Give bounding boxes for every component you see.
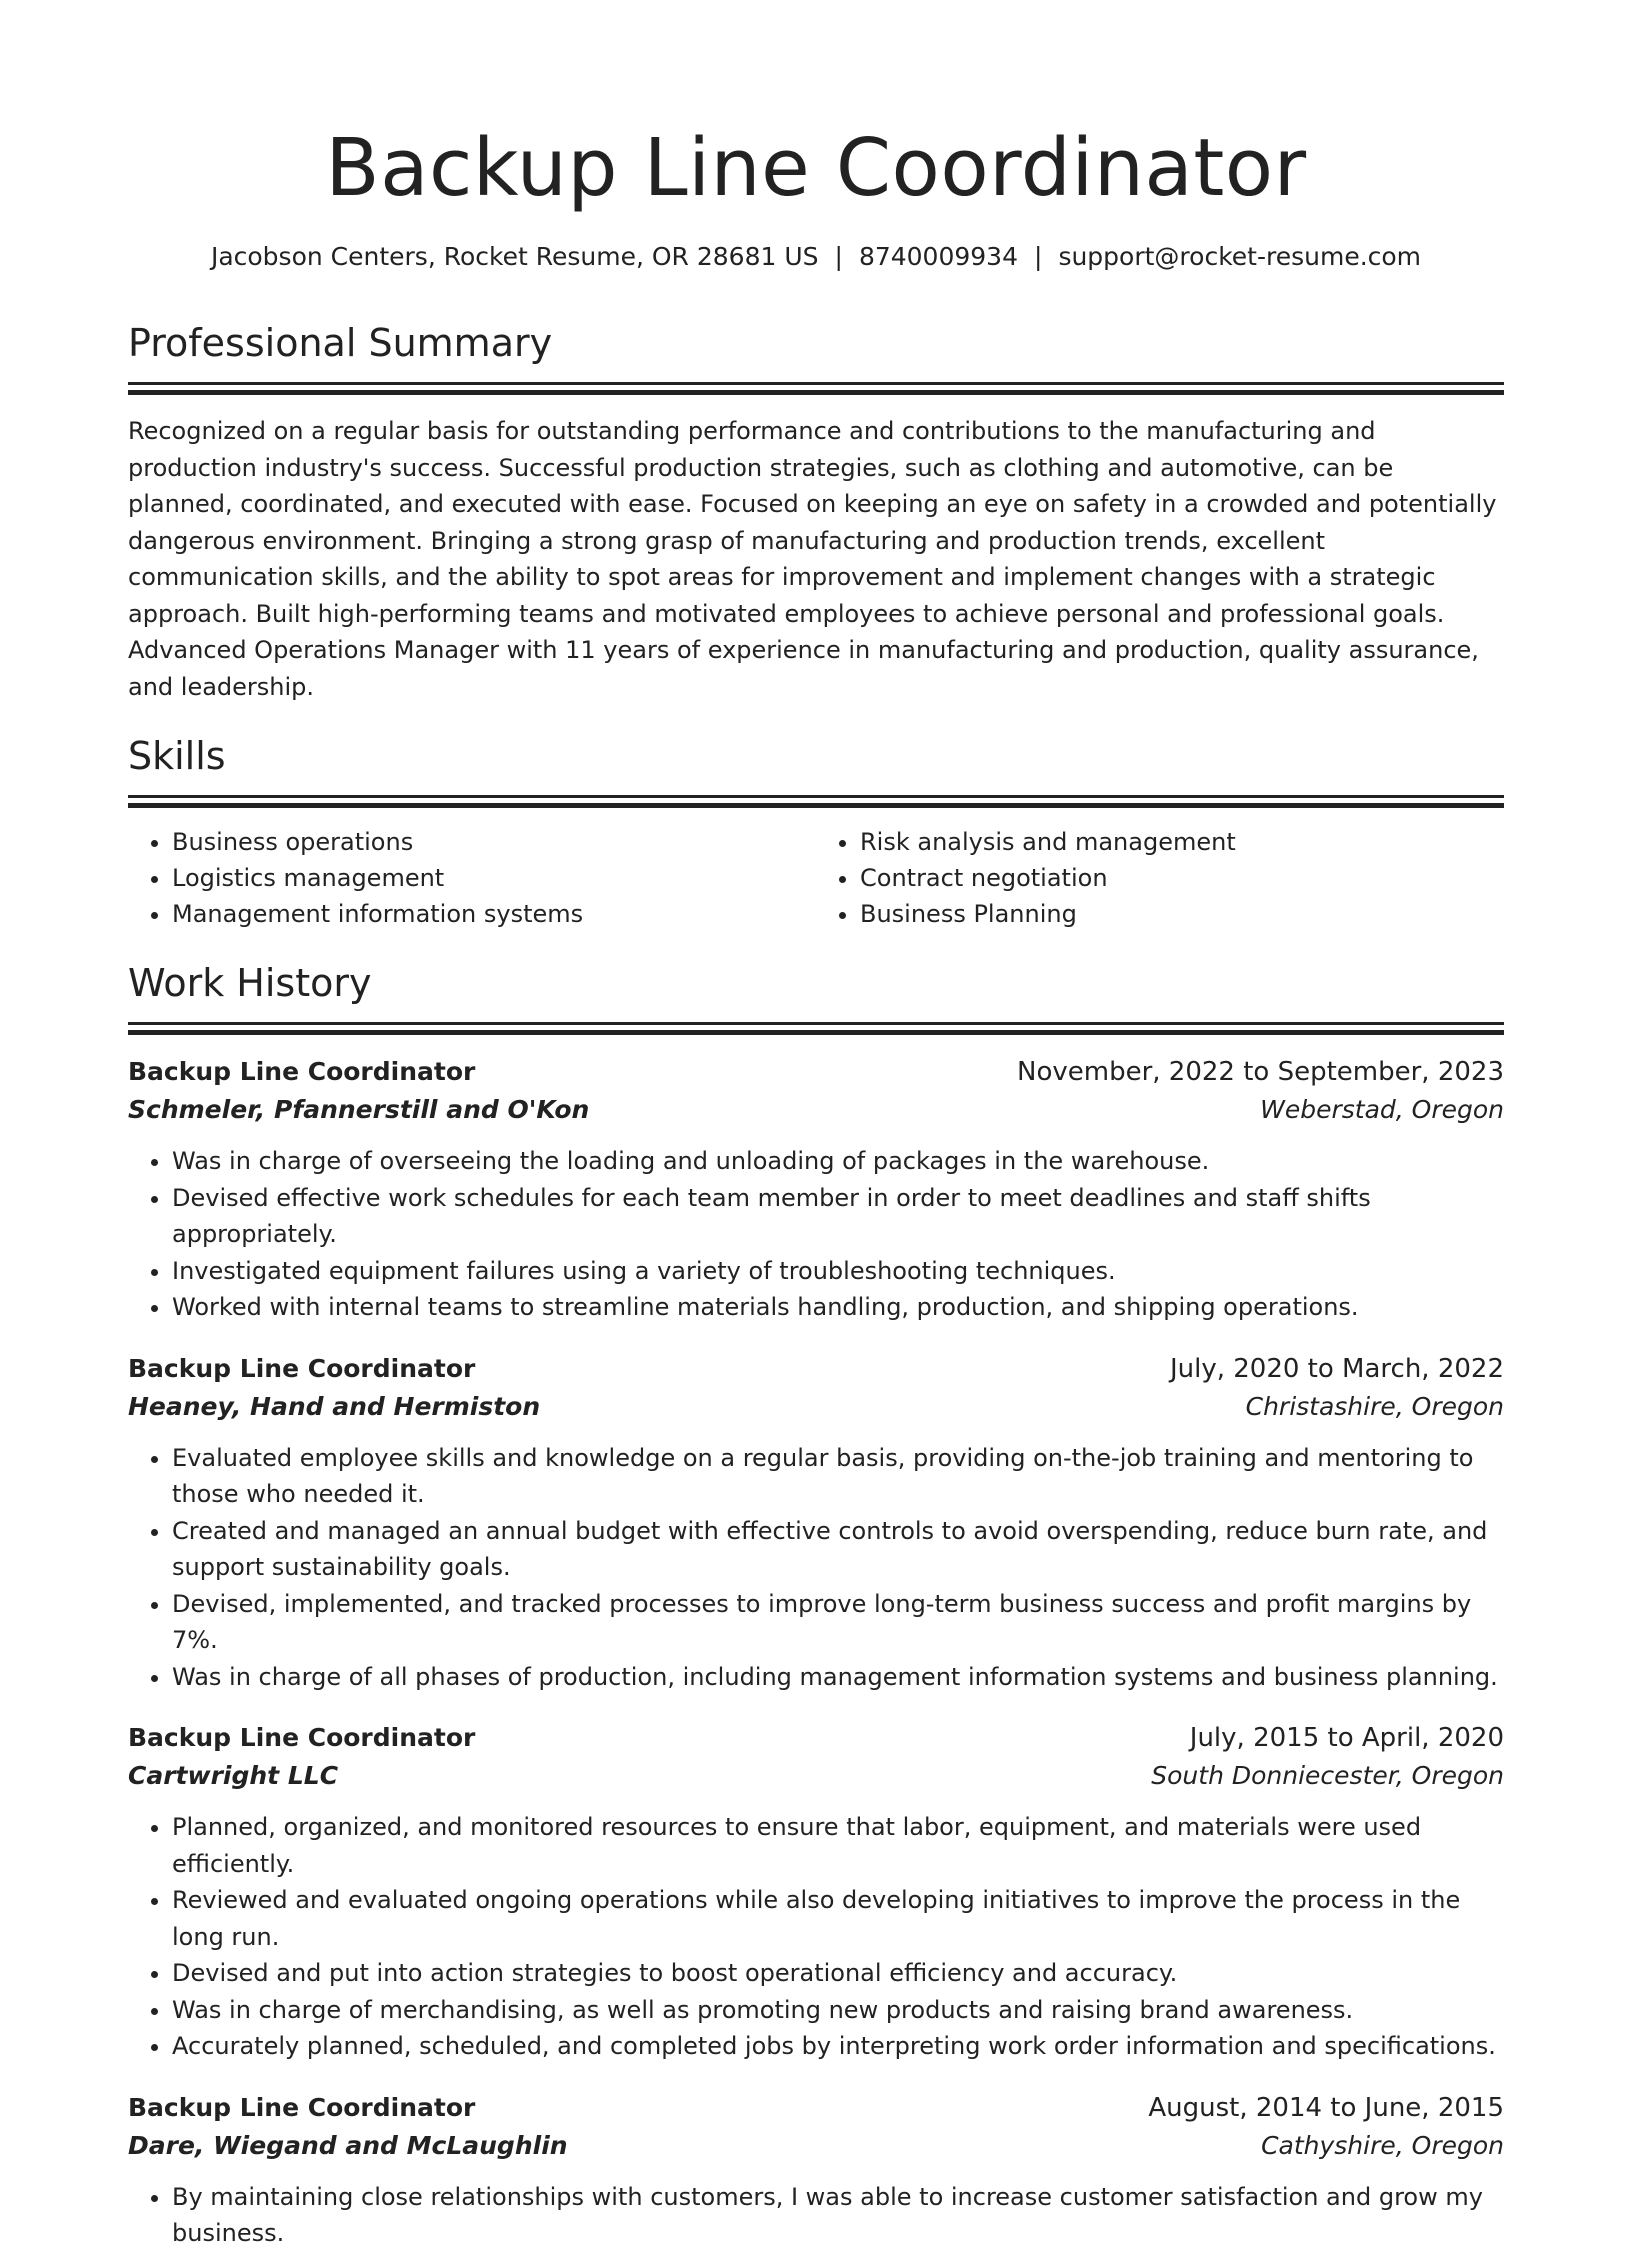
resume-content — [128, 118, 1504, 2252]
contact-email: support@rocket-resume.com — [1058, 242, 1422, 271]
contact-separator: | — [834, 242, 843, 271]
summary-text: Recognized on a regular basis for outstanding performance and contributions to the manufacturing and production industry's success. Successful production strategies, such as clothing and automotive, can be planned, coordinated, and executed with ease. Focused on keeping an eye on safety in a crowded and potentially dangerous environment. Bringing a strong grasp of manufacturing and production trends, excellent communication skills, and the ability to spot areas for improvement and implement changes with a strategic approach. Built high-performing teams and motivated employees to achieve personal and professional goals. Advanced Operations Manager with 11 years of experience in manufacturing and production, quality assurance, and leadership. — [128, 417, 1497, 701]
summary-section — [128, 320, 1504, 705]
contact-separator: | — [1034, 242, 1043, 271]
skill-item: • Business operations — [172, 824, 816, 860]
job-header — [128, 1053, 1504, 1091]
job-entry — [128, 1350, 1504, 1696]
skill-item: • Risk analysis and management — [860, 824, 1504, 860]
skills-section — [128, 733, 1504, 932]
job-bullets — [128, 1143, 1504, 1326]
resume-name: Backup Line Coordinator — [325, 122, 1307, 214]
contact-line — [128, 240, 1504, 274]
job-bullet: • Planned, organized, and monitored resources to ensure that labor, equipment, and materials were used efficiently. — [172, 1809, 1504, 1882]
job-entry — [128, 1053, 1504, 1326]
contact-address: Jacobson Centers, Rocket Resume, OR 28681 US — [210, 242, 819, 271]
section-rule-thin — [128, 382, 1504, 385]
work-history-section — [128, 960, 1504, 2252]
section-rule-thick — [128, 803, 1504, 808]
section-rule-thin — [128, 795, 1504, 798]
skill-item: • Contract negotiation — [860, 860, 1504, 896]
job-bullet: • By maintaining close relationships with customers, I was able to increase customer satisfaction and grow my business. — [172, 2179, 1504, 2252]
job-location: Christashire, Oregon — [1245, 1391, 1504, 1421]
job-entry — [128, 2089, 1504, 2252]
job-location: South Donniecester, Oregon — [1151, 1761, 1504, 1790]
job-bullets — [128, 1809, 1504, 2065]
job-bullets — [128, 2179, 1504, 2252]
job-bullet: • Investigated equipment failures using a variety of troubleshooting techniques. — [172, 1253, 1504, 1290]
skill-item: • Business Planning — [860, 896, 1504, 932]
job-subheader — [128, 1757, 1504, 1795]
section-title-skills: Skills — [128, 734, 226, 778]
section-title-work-history: Work History — [128, 961, 372, 1005]
job-dates: August, 2014 to June, 2015 — [1148, 2092, 1504, 2123]
job-bullet: • Created and managed an annual budget with effective controls to avoid overspending, reduce burn rate, and support sustainability goals. — [172, 1513, 1504, 1586]
job-bullet: • Reviewed and evaluated ongoing operations while also developing initiatives to improve the process in the long run. — [172, 1882, 1504, 1955]
section-rule-thick — [128, 390, 1504, 395]
section-rule-thick — [128, 1030, 1504, 1035]
job-header — [128, 2089, 1504, 2127]
job-header — [128, 1350, 1504, 1388]
job-dates: July, 2015 to April, 2020 — [1189, 1723, 1504, 1753]
job-bullet: • Worked with internal teams to streamline materials handling, production, and shipping operations. — [172, 1289, 1504, 1326]
skills-list — [128, 824, 1504, 932]
job-title: Backup Line Coordinator — [128, 1723, 476, 1752]
job-company: Cartwright LLC — [128, 1761, 339, 1790]
contact-phone: 8740009934 — [858, 242, 1018, 271]
skill-item: • Management information systems — [172, 896, 816, 932]
job-title: Backup Line Coordinator — [128, 2092, 476, 2122]
job-location: Weberstad, Oregon — [1260, 1095, 1504, 1124]
job-company: Heaney, Hand and Hermiston — [128, 1391, 541, 1421]
job-title: Backup Line Coordinator — [128, 1057, 476, 1086]
job-title: Backup Line Coordinator — [128, 1353, 476, 1383]
job-bullet: • Evaluated employee skills and knowledge on a regular basis, providing on-the-job training and mentoring to those who needed it. — [172, 1440, 1504, 1513]
job-bullet: • Devised and put into action strategies to boost operational efficiency and accuracy. — [172, 1955, 1504, 1992]
job-bullet: • Was in charge of merchandising, as well as promoting new products and raising brand awareness. — [172, 1992, 1504, 2029]
job-company: Dare, Wiegand and McLaughlin — [128, 2130, 568, 2160]
job-subheader — [128, 1388, 1504, 1426]
section-title-summary: Professional Summary — [128, 321, 553, 365]
job-bullet: • Was in charge of all phases of production, including management information systems and business planning. — [172, 1659, 1504, 1696]
skill-item: • Logistics management — [172, 860, 816, 896]
job-entry — [128, 1719, 1504, 2065]
job-bullet: • Devised effective work schedules for each team member in order to meet deadlines and staff shifts appropriately. — [172, 1180, 1504, 1253]
job-header — [128, 1719, 1504, 1757]
job-subheader — [128, 2127, 1504, 2165]
job-bullet: • Accurately planned, scheduled, and completed jobs by interpreting work order information and specifications. — [172, 2028, 1504, 2065]
job-bullets — [128, 1440, 1504, 1696]
job-location: Cathyshire, Oregon — [1261, 2130, 1504, 2160]
skills-column-left — [128, 824, 816, 932]
job-dates: November, 2022 to September, 2023 — [1017, 1057, 1504, 1087]
section-rule-thin — [128, 1022, 1504, 1025]
job-company: Schmeler, Pfannerstill and O'Kon — [128, 1095, 590, 1124]
job-subheader — [128, 1091, 1504, 1129]
job-bullet: • Was in charge of overseeing the loading and unloading of packages in the warehouse. — [172, 1143, 1504, 1180]
job-bullet: • Devised, implemented, and tracked processes to improve long-term business success and profit margins by 7%. — [172, 1586, 1504, 1659]
skills-column-right — [816, 824, 1504, 932]
job-dates: July, 2020 to March, 2022 — [1169, 1353, 1504, 1384]
